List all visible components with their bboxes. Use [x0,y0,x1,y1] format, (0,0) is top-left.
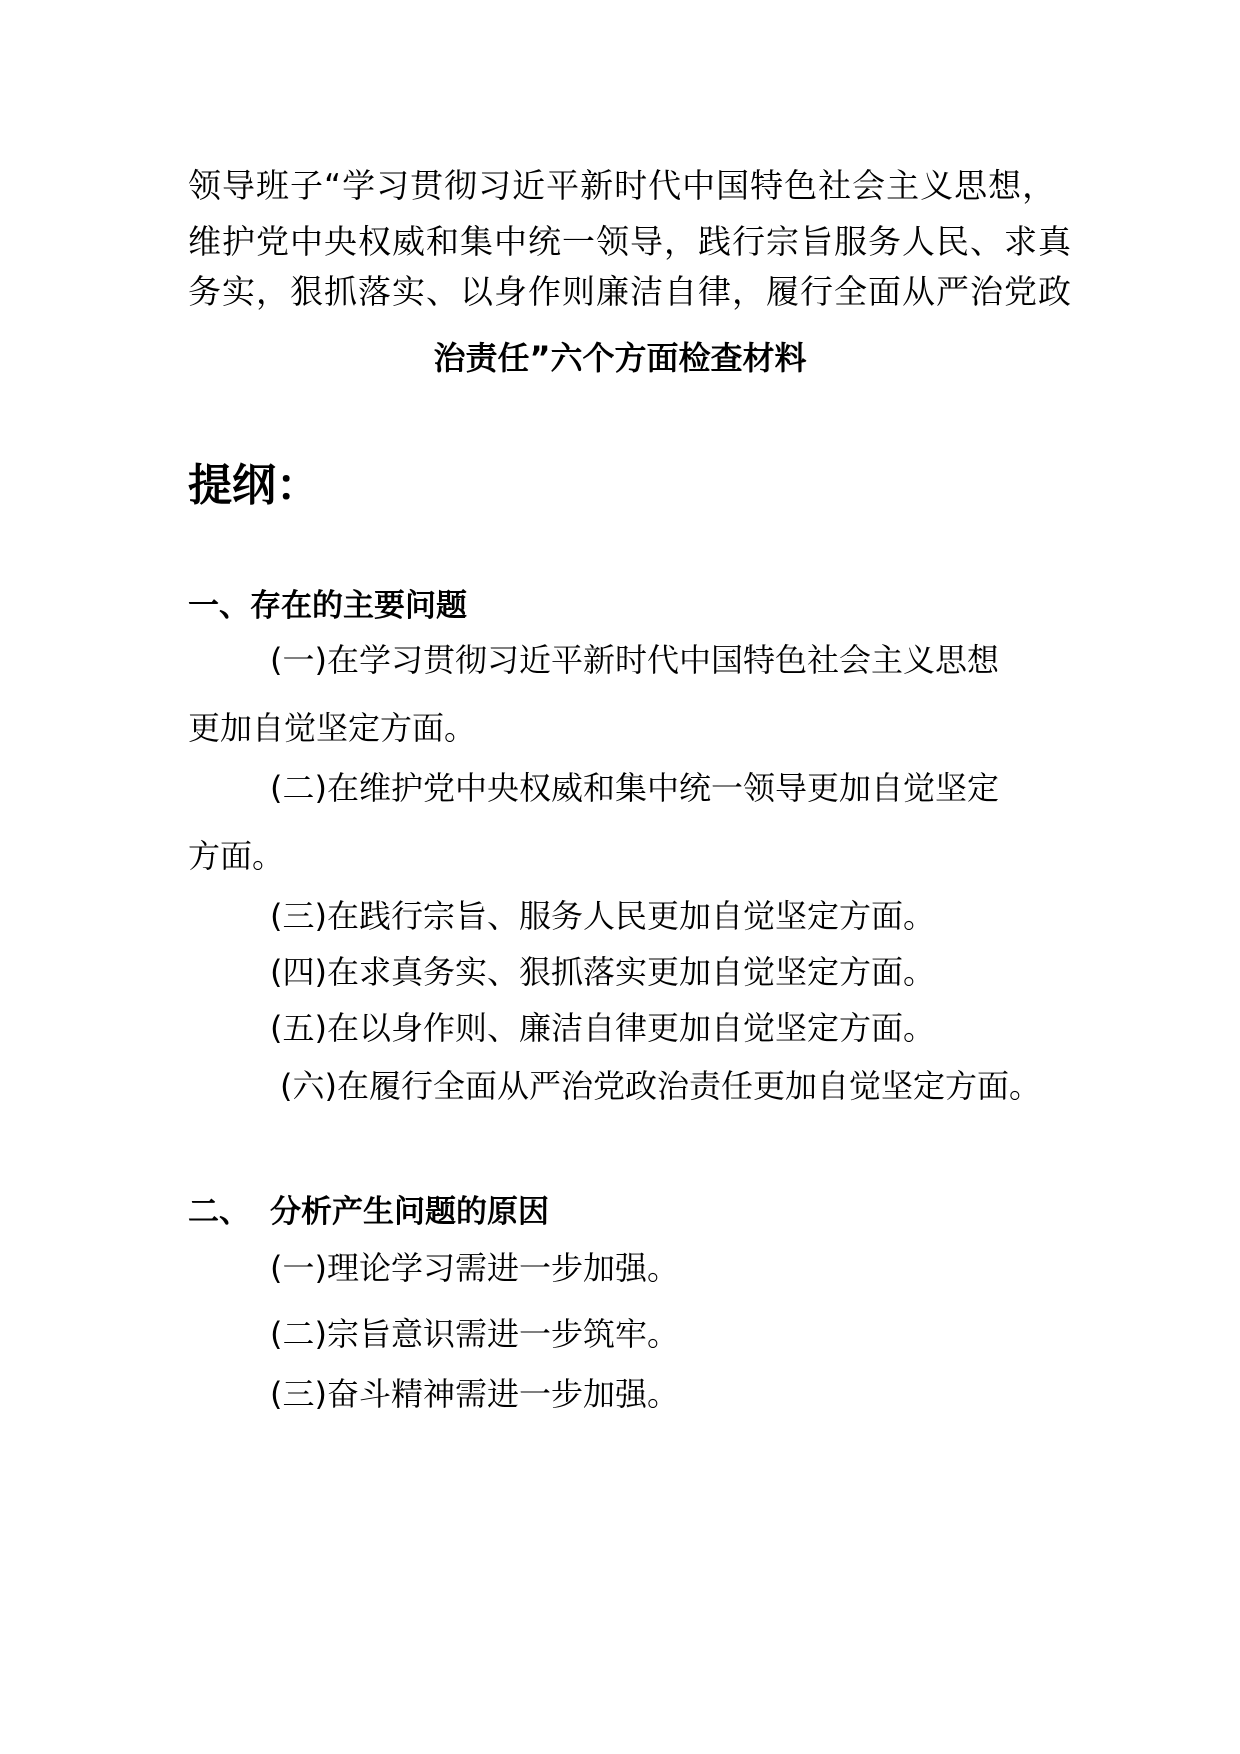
section-2-item-2: (二)宗旨意识需进一步筑牢。 [270,1315,679,1353]
section-1-item-2-line-1: (二)在维护党中央权威和集中统一领导更加自觉坚定 [270,769,999,807]
section-2-item-3: (三)奋斗精神需进一步加强。 [270,1375,679,1413]
title-line-4: 治责任”六个方面检查材料 [433,339,807,377]
section-1-item-3: (三)在践行宗旨、服务人民更加自觉坚定方面。 [270,897,935,935]
section-1-item-2-line-2: 方面。 [188,837,285,875]
section-1-item-1-line-2: 更加自觉坚定方面。 [188,709,477,747]
section-1-item-6: (六)在履行全面从严治党政治责任更加自觉坚定方面。 [280,1067,1041,1105]
section-1-item-5: (五)在以身作则、廉洁自律更加自觉坚定方面。 [270,1009,935,1047]
section-1-item-4: (四)在求真务实、狠抓落实更加自觉坚定方面。 [270,953,935,991]
section-2-number: 二、 [188,1194,250,1230]
section-1-item-1-line-1: (一)在学习贯彻习近平新时代中国特色社会主义思想 [270,641,999,679]
title-line-3: 务实，狠抓落实、以身作则廉洁自律，履行全面从严治党政 [188,272,1072,311]
outline-heading: 提纲： [188,460,320,511]
section-2-item-1: (一)理论学习需进一步加强。 [270,1249,679,1287]
section-1-heading: 一、存在的主要问题 [188,588,467,624]
title-line-1: 领导班子“学习贯彻习近平新时代中国特色社会主义思想， [188,166,1057,205]
title-line-2: 维护党中央权威和集中统一领导，践行宗旨服务人民、求真 [188,222,1072,261]
section-2-title: 分析产生问题的原因 [270,1194,549,1230]
section-2-heading [188,1192,549,1232]
